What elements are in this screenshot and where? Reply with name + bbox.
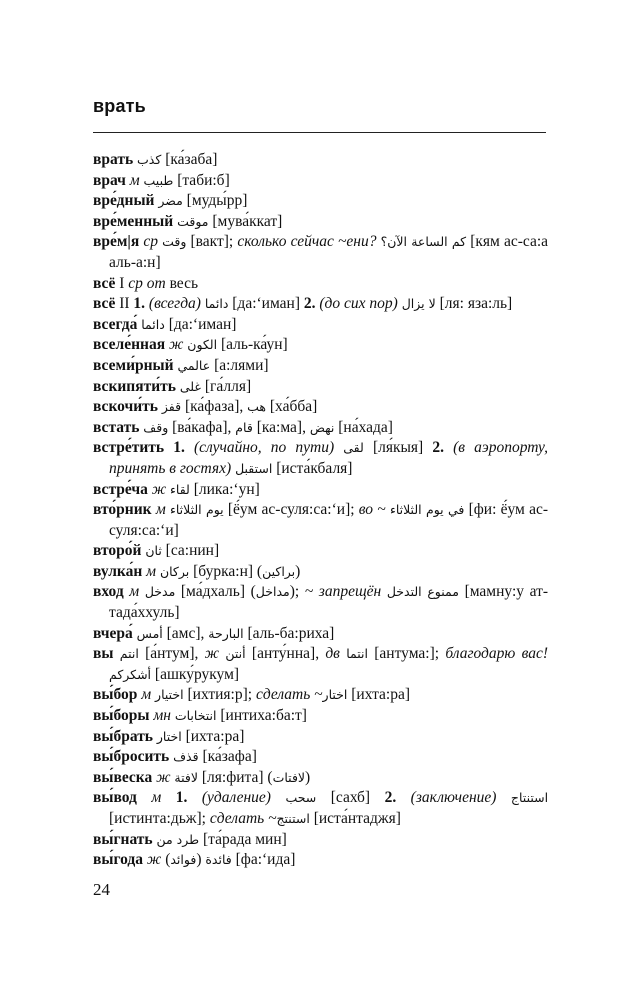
entry-text [185, 439, 194, 456]
headword: вы́вод [93, 789, 137, 807]
arabic-text: دائما [204, 296, 229, 312]
arabic-text: أمس [136, 625, 163, 641]
dictionary-entry [93, 830, 548, 851]
entry-text: [ха́бба] [266, 398, 318, 416]
dictionary-entry [93, 232, 548, 273]
grammar-note: во ~ [358, 501, 386, 519]
grammar-note: (в аэропорту, принять в гостях) [109, 439, 549, 477]
dictionary-entry [93, 727, 548, 748]
entry-text [396, 789, 410, 806]
headword: вы́бор [93, 686, 138, 704]
entry-text: [ка́фаза], [181, 398, 248, 416]
entry-text: [а:лями] [210, 356, 269, 374]
arabic-text: طرد من [156, 831, 200, 847]
entry-text: [ё́ум ас-суля:са:‘и]; [223, 501, 359, 519]
arabic-text: كم الساعة الآن؟ [380, 234, 467, 250]
arabic-text: فوائد [170, 852, 197, 868]
entry-text: ); [289, 583, 305, 601]
grammar-note: ж [204, 645, 220, 663]
headword: встать [93, 418, 140, 436]
grammar-note: ср от [128, 274, 166, 292]
entry-text: [ашку́рукум] [151, 665, 240, 683]
dictionary-entry [93, 171, 548, 192]
entry-text: [на́хада] [334, 418, 393, 436]
dictionary-entry [93, 500, 548, 541]
arabic-text: لقى [343, 440, 364, 456]
arabic-text: البارحة [208, 625, 244, 641]
entry-text: [муды́рр] [182, 192, 248, 210]
headword: встре́тить 1. [93, 439, 185, 457]
grammar-note: м [146, 562, 157, 580]
entry-text [161, 789, 175, 806]
arabic-text: لافتات [272, 769, 306, 785]
arabic-text: مداخل [255, 584, 290, 600]
entry-text: [ка́зафа] [198, 748, 257, 766]
arabic-text: فائدة [205, 852, 232, 868]
grammar-note: (всегда) [148, 295, 201, 313]
arabic-text: عالمي [177, 357, 211, 373]
entry-text: [анту́нна], [245, 645, 326, 663]
dictionary-entry [93, 562, 548, 583]
arabic-text: مضر [158, 193, 183, 209]
dictionary-entry [93, 624, 548, 645]
headword: 2. [384, 789, 397, 807]
entry-text: [ля: яза:ль] [435, 295, 513, 313]
entry-text: [фа:‘ида] [231, 851, 296, 869]
headword: врач [93, 171, 126, 189]
grammar-note: м [141, 686, 152, 704]
headword: вскипяти́ть [93, 377, 176, 395]
headword: вы́гнать [93, 830, 153, 848]
headword: вы́боры [93, 707, 150, 725]
arabic-text: لقاء [170, 481, 190, 497]
grammar-note: сколько сейчас ~ени? [237, 233, 377, 251]
entry-text: [ля́кыя] [363, 439, 433, 457]
arabic-text: في يوم الثلاثاء [389, 502, 465, 518]
headword: всё [93, 295, 116, 313]
headword: вскочи́ть [93, 398, 158, 416]
arabic-text: دائما [141, 316, 165, 332]
grammar-note: мн [153, 707, 171, 725]
arabic-text: كذب [137, 152, 162, 167]
dictionary-entry [93, 768, 548, 789]
entry-text: ( [161, 851, 171, 869]
entry-text: [сахб] [316, 789, 385, 807]
headword: вулка́н [93, 562, 143, 580]
entry-text: [иста́нтаджя] [309, 810, 401, 827]
headword: вы [93, 645, 114, 663]
entry-text: [амс], [162, 624, 209, 642]
entry-text: [ка:ма], [252, 418, 310, 436]
entry-text: [мува́ккат] [208, 212, 283, 230]
grammar-note: ~ запрещён [304, 583, 382, 601]
entry-text: [ма́дхаль] ( [175, 583, 256, 601]
dictionary-entry [93, 315, 548, 336]
entry-text: [иста́кбаля] [272, 459, 353, 477]
entry-text: ) [196, 851, 206, 869]
dictionary-entry [93, 438, 548, 479]
arabic-text: اختار [322, 687, 348, 703]
entry-text: [мамну:у ат-тада́ххуль] [109, 583, 549, 622]
dictionary-entry [93, 377, 548, 398]
headword: вре́дный [93, 192, 155, 210]
arabic-text: بركان [159, 563, 190, 579]
arabic-text: قذف [173, 749, 199, 765]
headword: второ́й [93, 542, 142, 560]
dictionary-entry [93, 850, 548, 871]
headword: вчера́ [93, 624, 133, 642]
dictionary-entry [93, 480, 548, 501]
headword: врать [93, 151, 134, 168]
arabic-text: وقف [143, 419, 169, 435]
dictionary-entry [93, 747, 548, 768]
arabic-text: موقت [177, 213, 209, 229]
headword: всеми́рный [93, 356, 174, 374]
entry-text: [да:‘иман] [164, 315, 237, 333]
entry-text: [ва́кафа], [168, 418, 236, 436]
headword: 1. [175, 789, 188, 807]
headword: вы́бросить [93, 748, 170, 766]
headword: вы́веска [93, 768, 153, 786]
dictionary-entry [93, 191, 548, 212]
arabic-text: يوم الثلاثاء [169, 502, 224, 518]
entry-text: [бурка:н] ( [189, 562, 263, 580]
dictionary-entry [93, 335, 548, 356]
entry-text: [фи: ё́ум ас-суля:са:‘и] [109, 501, 549, 539]
dictionary-entry [93, 644, 548, 685]
arabic-text: قام [235, 419, 253, 435]
dictionary-entry [93, 356, 548, 377]
arabic-text: أنتن [225, 646, 246, 662]
entry-text: [та́рада мин] [199, 830, 287, 848]
grammar-note: м [129, 171, 140, 189]
grammar-note: м [151, 789, 162, 807]
dictionary-entry [93, 418, 548, 439]
arabic-text: لافتة [174, 769, 198, 785]
grammar-note: сделать ~ [209, 810, 277, 827]
headword: всё [93, 274, 116, 292]
headword: 1. [133, 295, 146, 313]
entry-text: II [115, 295, 134, 313]
headword: 2. [303, 295, 316, 313]
headword: всегда́ [93, 315, 138, 333]
entry-text: [аль-ба:риха] [243, 624, 335, 642]
entry-text [334, 439, 343, 456]
arabic-text: هب [247, 399, 267, 415]
running-header: врать [93, 96, 146, 116]
grammar-note: (случайно, по пути) [193, 439, 335, 457]
dictionary-entry [93, 274, 548, 295]
entry-text: [антума:]; [367, 645, 446, 663]
entry-text: [аль-ка́ун] [217, 336, 288, 354]
entry-text: [ля:фита] ( [198, 768, 273, 786]
headword: вре́менный [93, 212, 174, 230]
entry-text: [га́лля] [200, 377, 252, 395]
entry-text: [лика:‘ун] [189, 480, 260, 498]
arabic-text: الكون [187, 337, 218, 353]
arabic-text: وقت [162, 234, 187, 250]
headword: вселе́нная [93, 336, 166, 354]
arabic-text: غلى [179, 378, 201, 394]
arabic-text: نهض [309, 419, 335, 435]
grammar-note: ж [168, 336, 184, 354]
entry-text [137, 789, 151, 806]
header-rule [93, 132, 546, 133]
arabic-text: ثان [145, 543, 162, 559]
dictionary-entry [93, 212, 548, 233]
entry-text: [а́нтум], [138, 645, 205, 663]
dictionary-entry [93, 150, 548, 171]
entry-text: ) [305, 768, 311, 786]
entry-text: [истинта:дьж]; [109, 810, 210, 827]
dictionary-entry [93, 582, 548, 623]
entry-text: весь [165, 274, 199, 292]
headword: вто́рник [93, 501, 152, 519]
dictionary-entry [93, 685, 548, 706]
arabic-text: انتم [119, 646, 139, 662]
headword: встре́ча [93, 480, 148, 498]
entry-text [444, 439, 453, 456]
grammar-note: сделать ~ [255, 686, 323, 704]
entry-text: [са:нин] [161, 542, 220, 560]
entry-text: [таби:б] [173, 171, 230, 189]
entry-text [187, 789, 201, 806]
arabic-text: استنتاج [510, 790, 549, 806]
grammar-note: дв [325, 645, 340, 663]
entry-text [271, 789, 285, 806]
headword: вы́года [93, 851, 144, 869]
entry-text: [ихта:ра] [181, 727, 245, 745]
arabic-text: استنتج [276, 811, 310, 826]
entry-text: [интиха:ба:т] [216, 707, 307, 725]
dictionary-entries [93, 150, 548, 871]
dictionary-entry [93, 541, 548, 562]
arabic-text: مدخل [144, 584, 176, 600]
arabic-text: طبيب [143, 172, 174, 188]
arabic-text: سحب [285, 790, 317, 806]
grammar-note: (удаление) [201, 789, 271, 807]
entry-text [496, 789, 510, 806]
headword: вход [93, 583, 124, 601]
grammar-note: ср [143, 233, 158, 251]
arabic-text: ممنوع التدخل [386, 584, 459, 600]
dictionary-entry [93, 397, 548, 418]
arabic-text: انتخابات [174, 708, 217, 724]
headword: вре́м|я [93, 233, 140, 251]
grammar-note: м [129, 583, 140, 601]
arabic-text: انتما [346, 646, 368, 662]
grammar-note: ж [156, 768, 171, 786]
dictionary-entry [93, 294, 548, 315]
entry-text: [ихта:ра] [347, 686, 411, 704]
entry-text: [ка́заба] [161, 151, 218, 168]
grammar-note: (заключение) [410, 789, 497, 807]
arabic-text: براكين [262, 563, 296, 579]
arabic-text: اختار [156, 728, 182, 744]
grammar-note: м [155, 501, 166, 519]
arabic-text: قفز [161, 399, 182, 415]
arabic-text: أشكركم [109, 666, 152, 682]
entry-text: ) [295, 562, 301, 580]
headword: вы́брать [93, 727, 154, 745]
dictionary-entry [93, 788, 548, 829]
entry-text: [ихтия:р]; [183, 686, 256, 704]
arabic-text: لا يزال [401, 296, 436, 312]
page-number: 24 [93, 880, 110, 899]
entry-text: I [115, 274, 129, 292]
arabic-text: استقبل [235, 460, 273, 476]
grammar-note: (до сих пор) [319, 295, 398, 313]
headword: 2. [432, 439, 444, 457]
entry-text: [кям ас-са:а аль-а:н] [109, 233, 549, 271]
dictionary-entry [93, 706, 548, 727]
grammar-note: ж [146, 851, 162, 869]
arabic-text: اختيار [155, 687, 184, 703]
entry-text: [вакт]; [186, 233, 238, 251]
grammar-note: ж [151, 480, 167, 498]
entry-text: [да:‘иман] [228, 295, 304, 313]
grammar-note: благодарю вас! [445, 645, 549, 663]
